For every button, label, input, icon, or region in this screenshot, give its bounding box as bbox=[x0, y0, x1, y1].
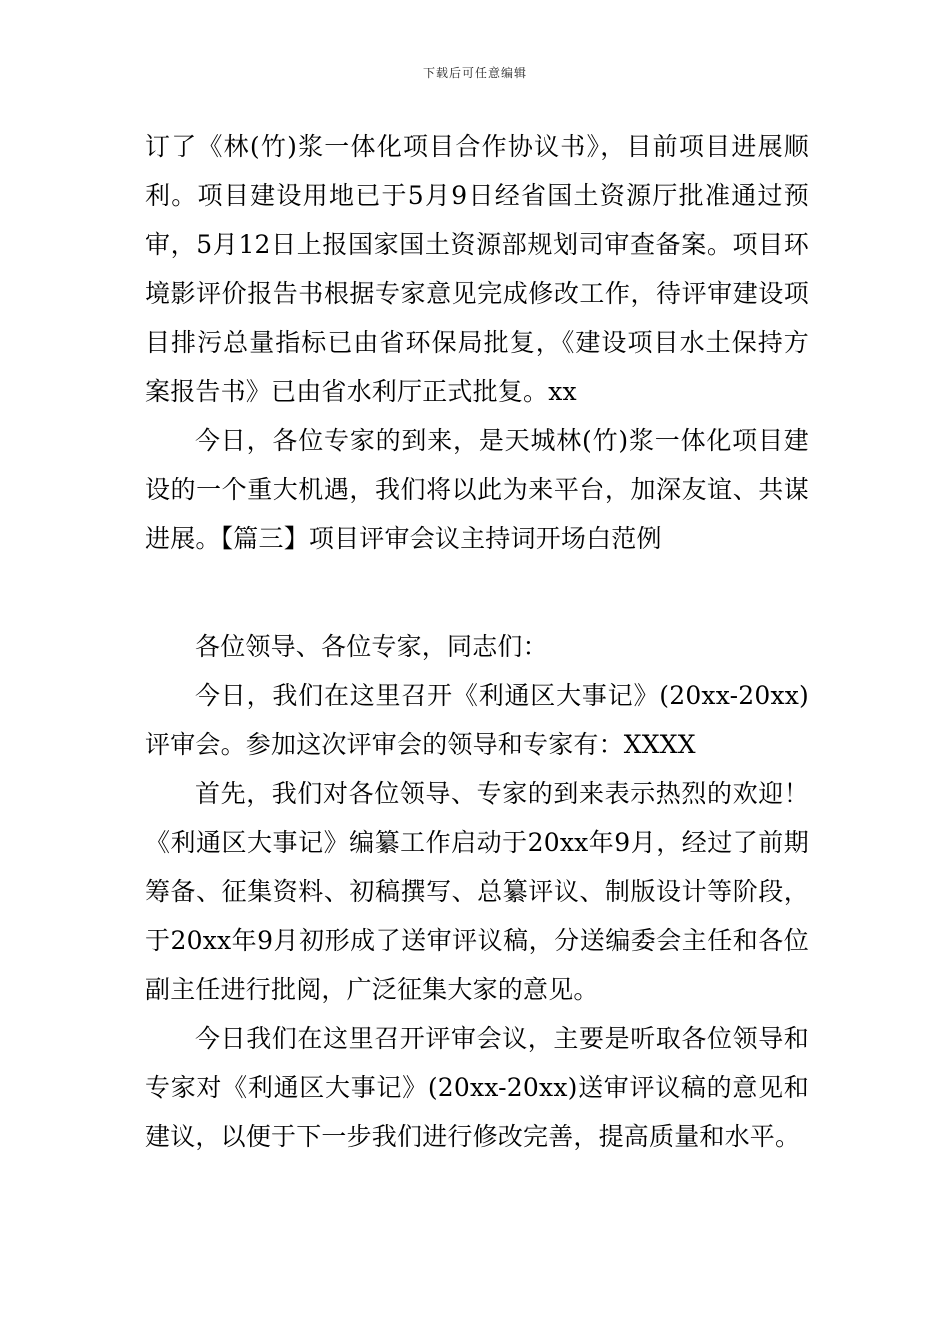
blank-line bbox=[145, 563, 809, 622]
paragraph-1: 订了《林(竹)浆一体化项目合作协议书》，目前项目进展顺利。项目建设用地已于5月9日经省国土资源厅批准通过预审，5月12日上报国家国土资源部规划司审查备案。项目环境影评价报告书根据专家意见完成修改工作，待评审建设项目排污总量指标已由省环保局批复，《建设项目水土保持方案报告书》已由省水利厅正式批复。xx bbox=[145, 132, 809, 406]
document-body bbox=[145, 122, 809, 1161]
paragraph-5: 首先，我们对各位领导、专家的到来表示热烈的欢迎！《利通区大事记》编纂工作启动于20xx年9月，经过了前期筹备、征集资料、初稿撰写、总纂评议、制版设计等阶段，于20xx年9月初形成了送审评议稿，分送编委会主任和各位副主任进行批阅，广泛征集大家的意见。 bbox=[145, 779, 809, 1004]
page-header: 下载后可任意编辑 bbox=[422, 66, 527, 80]
paragraph-6: 今日我们在这里召开评审会议，主要是听取各位领导和专家对《利通区大事记》(20xx-20xx)送审评议稿的意见和建议，以便于下一步我们进行修改完善，提高质量和水平。 bbox=[145, 1024, 809, 1151]
paragraph-2: 今日，各位专家的到来，是天城林(竹)浆一体化项目建设的一个重大机遇，我们将以此为来平台，加深友谊、共谋进展。【篇三】项目评审会议主持词开场白范例 bbox=[145, 426, 809, 553]
paragraph-4: 今日，我们在这里召开《利通区大事记》(20xx-20xx)评审会。参加这次评审会的领导和专家有：XXXX bbox=[145, 681, 809, 759]
paragraph-3-salutation: 各位领导、各位专家，同志们： bbox=[195, 632, 548, 661]
